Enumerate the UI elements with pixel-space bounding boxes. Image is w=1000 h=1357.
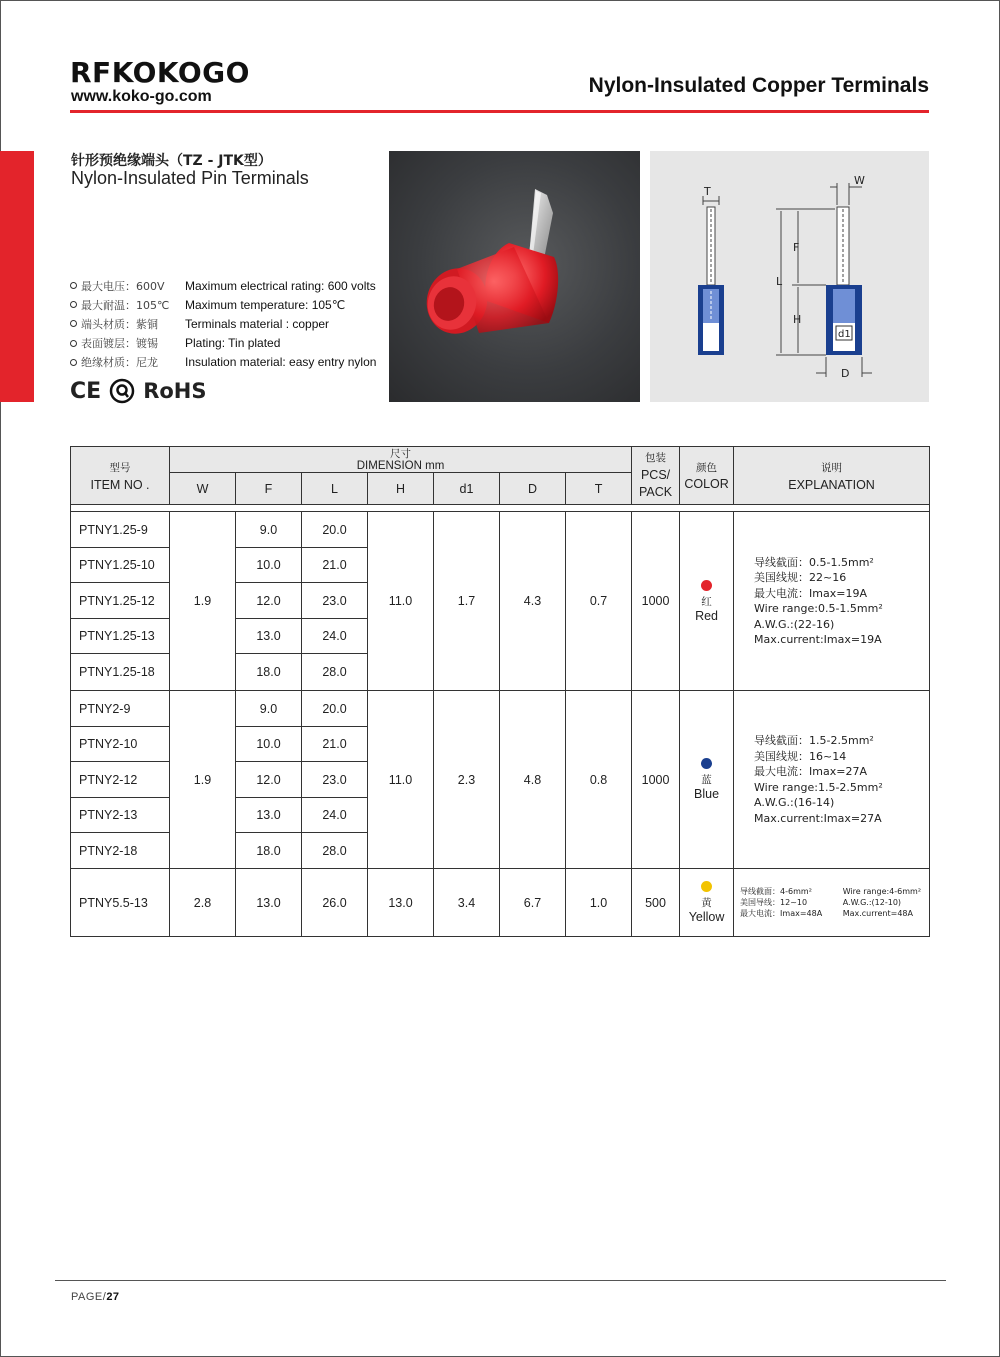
- header-d: D: [500, 473, 566, 505]
- header-d1: d1: [434, 473, 500, 505]
- bullet-icon: [70, 340, 77, 347]
- item-no: PTNY2-13: [71, 798, 170, 833]
- header-item-no: [71, 447, 170, 505]
- expl-line: Max.current:Imax=19A: [754, 633, 882, 646]
- cell-t: 0.8: [566, 691, 632, 869]
- expl-line: 最大电流：Imax=27A: [754, 765, 867, 778]
- cell-h: 11.0: [368, 512, 434, 691]
- cell-l: 21.0: [302, 727, 368, 762]
- color-en: Red: [695, 608, 719, 623]
- page-label: PAGE/: [71, 1291, 107, 1303]
- cell-d: 4.8: [500, 691, 566, 869]
- color-en: Yellow: [688, 910, 725, 924]
- header-dim-en: DIMENSION mm: [356, 459, 445, 472]
- expl-line: 导线截面：4-6mm²: [740, 887, 812, 896]
- spec-label-cn: 端头材质：紫铜: [81, 317, 158, 331]
- spec-label-en: Maximum temperature: 105℃: [185, 297, 346, 312]
- spec-label-en: Terminals material : copper: [185, 316, 330, 331]
- item-no: PTNY2-12: [71, 762, 170, 798]
- spec-item: [70, 314, 390, 333]
- spec-item: [70, 276, 390, 295]
- cell-f: 18.0: [236, 833, 302, 869]
- expl-line: Max.current:Imax=27A: [754, 811, 882, 825]
- header-color-en: COLOR: [684, 477, 729, 491]
- spec-label-cn: 绝缘材质：尼龙: [81, 356, 158, 370]
- table-row: [71, 512, 930, 548]
- item-no: PTNY1.25-12: [71, 583, 170, 619]
- cell-f: 9.0: [236, 512, 302, 548]
- expl-line: 美国线规：22~16: [754, 571, 847, 584]
- cell-f: 13.0: [236, 869, 302, 937]
- spec-label-cn: 表面镀层：镀锡: [81, 337, 158, 351]
- cell-f: 13.0: [236, 619, 302, 654]
- cell-f: 10.0: [236, 727, 302, 762]
- drawing-label-l: L: [776, 275, 783, 288]
- dimension-drawing: [650, 151, 929, 402]
- cell-pack: 1000: [632, 691, 680, 869]
- spec-list: [70, 276, 390, 372]
- rohs-mark: RoHS: [143, 379, 207, 403]
- yellow-color-dot-icon: [701, 881, 712, 892]
- product-title-cn: 针形预绝缘端头（TZ - JTK型）: [71, 153, 272, 169]
- spec-label-en: Insulation material: easy entry nylon: [185, 355, 377, 370]
- expl-line: Wire range:1.5-2.5mm²: [754, 780, 883, 794]
- cell-d1: 2.3: [434, 691, 500, 869]
- cell-d1: 1.7: [434, 512, 500, 691]
- color-cn: 红: [701, 595, 712, 608]
- cell-l: 28.0: [302, 654, 368, 691]
- cell-h: 13.0: [368, 869, 434, 937]
- header-l: L: [302, 473, 368, 505]
- header-f: F: [236, 473, 302, 505]
- drawing-label-w: W: [854, 174, 865, 187]
- table-row: [71, 691, 930, 727]
- cell-color: [680, 691, 734, 869]
- cell-w: 1.9: [170, 512, 236, 691]
- cell-l: 24.0: [302, 619, 368, 654]
- cell-color: [680, 512, 734, 691]
- cell-t: 0.7: [566, 512, 632, 691]
- cell-d1: 3.4: [434, 869, 500, 937]
- expl-line: 最大电流：Imax=19A: [754, 586, 867, 600]
- spec-item: [70, 295, 390, 314]
- spec-table: [70, 446, 930, 937]
- spec-label-cn: 最大电压：600V: [81, 279, 165, 293]
- drawing-label-h: H: [793, 313, 802, 326]
- item-no: PTNY1.25-18: [71, 654, 170, 691]
- product-title-en: Nylon-Insulated Pin Terminals: [71, 168, 309, 188]
- ce-mark: CE: [70, 378, 102, 404]
- page-number: [71, 1291, 120, 1303]
- cell-l: 24.0: [302, 798, 368, 833]
- color-en: Blue: [694, 787, 720, 801]
- cell-t: 1.0: [566, 869, 632, 937]
- drawing-label-f: F: [793, 241, 800, 254]
- side-accent-bar: [0, 151, 34, 402]
- header-h: H: [368, 473, 434, 505]
- quality-seal-icon: [109, 378, 135, 404]
- spec-item: [70, 334, 390, 353]
- item-no: PTNY2-18: [71, 833, 170, 869]
- website-url[interactable]: www.koko-go.com: [71, 88, 212, 105]
- cell-l: 23.0: [302, 583, 368, 619]
- red-color-dot-icon: [701, 580, 712, 591]
- bullet-icon: [70, 301, 77, 308]
- spec-label-en: Maximum electrical rating: 600 volts: [185, 278, 376, 293]
- cell-explanation: [734, 869, 930, 937]
- item-no: PTNY1.25-13: [71, 619, 170, 654]
- header-pack-en2: PACK: [638, 485, 673, 499]
- item-no: PTNY2-9: [71, 691, 170, 727]
- cell-h: 11.0: [368, 691, 434, 869]
- cell-l: 23.0: [302, 762, 368, 798]
- header-color: [680, 447, 734, 505]
- expl-line: A.W.G.:(16-14): [754, 796, 835, 809]
- header-pack-cn: 包装: [645, 452, 667, 464]
- table-gap: [71, 505, 930, 512]
- expl-line: A.W.G.:(12-10): [842, 898, 902, 907]
- cell-w: 2.8: [170, 869, 236, 937]
- cell-l: 20.0: [302, 512, 368, 548]
- spec-label-en: Plating: Tin plated: [185, 336, 281, 351]
- certification-marks: [70, 378, 207, 404]
- page-number-value: 27: [106, 1291, 120, 1303]
- cell-f: 18.0: [236, 654, 302, 691]
- cell-f: 12.0: [236, 583, 302, 619]
- drawing-label-d1: d1: [838, 329, 851, 340]
- header-color-cn: 颜色: [696, 462, 718, 474]
- product-photo: [389, 151, 640, 402]
- cell-f: 12.0: [236, 762, 302, 798]
- page-header-title: Nylon-Insulated Copper Terminals: [588, 74, 929, 97]
- color-cn: 黄: [701, 897, 712, 909]
- cell-w: 1.9: [170, 691, 236, 869]
- spec-item: [70, 353, 390, 372]
- header-dimension: [170, 447, 632, 473]
- bullet-icon: [70, 320, 77, 327]
- expl-line: A.W.G.:(22-16): [754, 617, 835, 631]
- drawing-label-t: T: [704, 185, 711, 198]
- expl-line: Max.current=48A: [842, 909, 913, 918]
- cell-explanation: [734, 512, 930, 691]
- header-t: T: [566, 473, 632, 505]
- table-row: [71, 869, 930, 937]
- cell-pack: 500: [632, 869, 680, 937]
- header-item-cn: 型号: [109, 461, 131, 474]
- header-w: W: [170, 473, 236, 505]
- item-no: PTNY2-10: [71, 727, 170, 762]
- expl-line: 最大电流：Imax=48A: [740, 909, 823, 918]
- expl-line: 导线截面：0.5-1.5mm²: [754, 555, 874, 569]
- expl-line: 导线截面：1.5-2.5mm²: [754, 734, 874, 747]
- bullet-icon: [70, 282, 77, 289]
- cell-pack: 1000: [632, 512, 680, 691]
- header-dim-cn: 尺寸: [390, 447, 412, 460]
- drawing-label-d: D: [841, 367, 850, 380]
- header-expl-en: EXPLANATION: [788, 477, 875, 492]
- header-item-en: ITEM NO .: [90, 477, 150, 492]
- item-no: PTNY5.5-13: [71, 869, 170, 937]
- header-expl-cn: 说明: [821, 461, 843, 474]
- spec-label-cn: 最大耐温：105℃: [81, 298, 170, 312]
- cell-explanation: [734, 691, 930, 869]
- color-cn: 蓝: [701, 774, 712, 786]
- header-pack-en1: PCS/: [640, 468, 671, 482]
- brand-logo: RFKOKOGO: [70, 56, 250, 89]
- cell-d: 6.7: [500, 869, 566, 937]
- table-header-row: [71, 447, 930, 473]
- cell-d: 4.3: [500, 512, 566, 691]
- item-no: PTNY1.25-10: [71, 548, 170, 583]
- cell-l: 21.0: [302, 548, 368, 583]
- expl-line: Wire range:0.5-1.5mm²: [754, 602, 883, 615]
- cell-l: 26.0: [302, 869, 368, 937]
- footer-divider: [55, 1280, 946, 1281]
- cell-f: 9.0: [236, 691, 302, 727]
- bullet-icon: [70, 359, 77, 366]
- cell-f: 13.0: [236, 798, 302, 833]
- cell-f: 10.0: [236, 548, 302, 583]
- cell-l: 28.0: [302, 833, 368, 869]
- cell-l: 20.0: [302, 691, 368, 727]
- item-no: PTNY1.25-9: [71, 512, 170, 548]
- expl-line: Wire range:4-6mm²: [842, 887, 922, 896]
- blue-color-dot-icon: [701, 758, 712, 769]
- header-explanation: [734, 447, 930, 505]
- expl-line: 美国导线：12~10: [740, 898, 808, 907]
- header-pack: [632, 447, 680, 505]
- expl-line: 美国线规：16~14: [754, 749, 847, 763]
- header-divider: [70, 110, 929, 113]
- cell-color: [680, 869, 734, 937]
